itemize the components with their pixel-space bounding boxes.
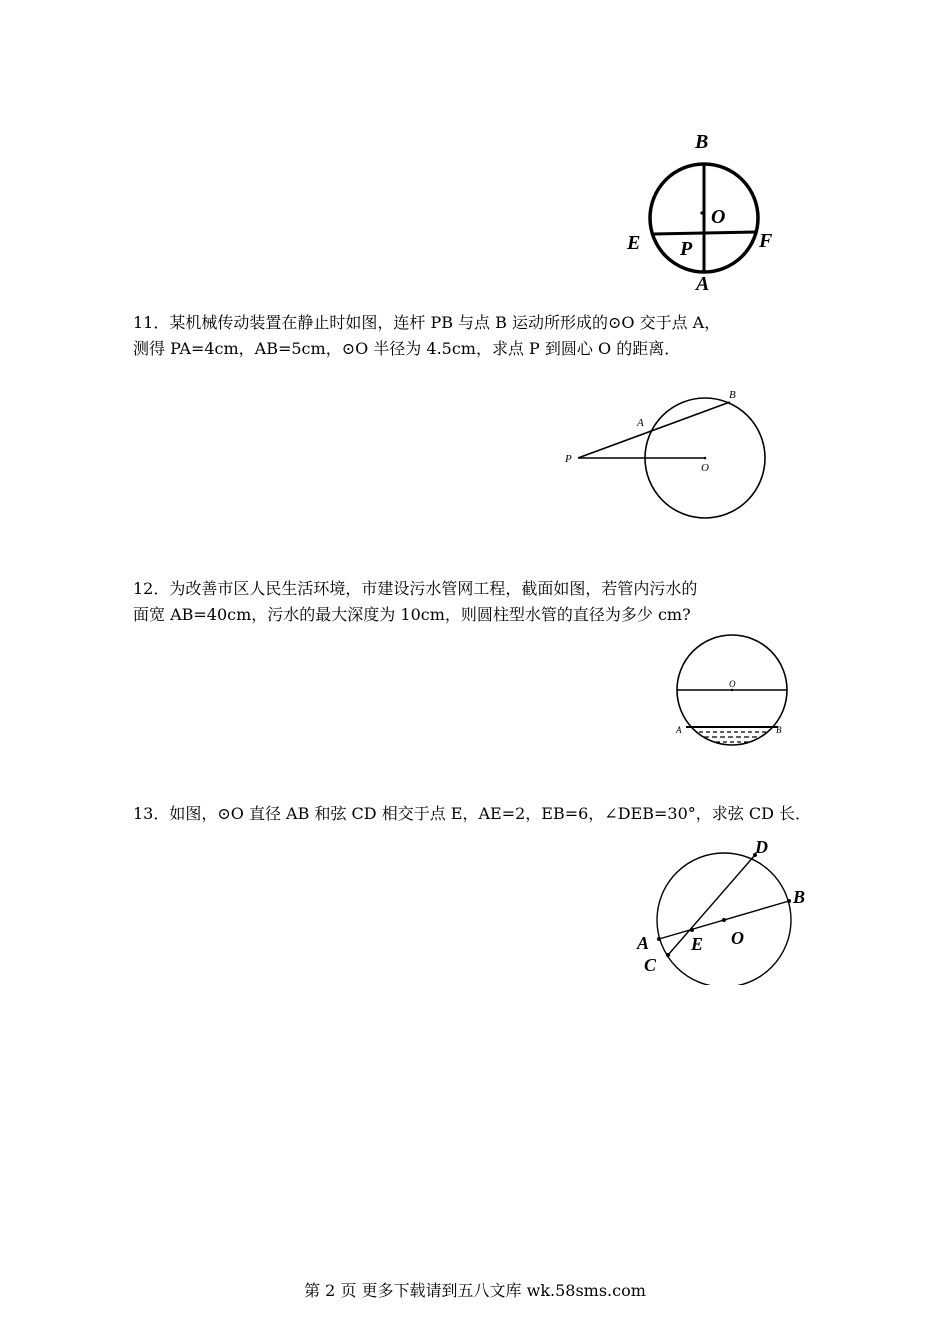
question-13 xyxy=(133,801,811,827)
q13-line-1: 13．如图，⊙O 直径 AB 和弦 CD 相交于点 E，AE=2，EB=6，∠DEB=30°，求弦 CD 长． xyxy=(133,804,811,823)
q12-label-b: B xyxy=(776,725,782,735)
q11-label-b: B xyxy=(729,389,736,401)
q12-label-a: A xyxy=(676,725,682,735)
q13-point-c xyxy=(666,953,670,957)
q10-label-o: O xyxy=(711,206,726,228)
q13-label-o: O xyxy=(731,928,744,948)
q11-line-pb xyxy=(578,402,730,458)
q10-label-b: B xyxy=(695,131,709,153)
q13-label-d: D xyxy=(755,837,768,857)
q11-center-dot xyxy=(704,457,707,460)
q12-line-1: 12．为改善市区人民生活环境，市建设污水管网工程，截面如图，若管内污水的 xyxy=(133,579,698,598)
q10-label-a: A xyxy=(696,273,710,295)
q11-line-2: 测得 PA=4cm，AB=5cm，⊙O 半径为 4.5cm，求点 P 到圆心 O 的距离． xyxy=(133,339,681,358)
q11-label-o: O xyxy=(701,462,709,474)
q13-label-a: A xyxy=(637,933,650,953)
q10-center-dot xyxy=(700,211,703,214)
figure-q13 xyxy=(630,835,820,985)
q10-label-p: P xyxy=(680,238,693,260)
q10-chord-ef xyxy=(653,232,756,234)
figure-q11 xyxy=(560,380,780,530)
figure-q10 xyxy=(610,120,790,300)
q12-line-2: 面宽 AB=40cm，污水的最大深度为 10cm，则圆柱型水管的直径为多少 cm? xyxy=(133,605,691,624)
q13-label-b: B xyxy=(793,887,806,907)
q10-label-e: E xyxy=(627,232,641,254)
q13-point-a xyxy=(657,937,661,941)
q11-label-a: A xyxy=(637,417,644,429)
q12-water-hatching xyxy=(692,732,772,742)
q13-point-b xyxy=(787,899,791,903)
question-12 xyxy=(133,576,697,628)
q11-line-1: 11．某机械传动装置在静止时如图，连杆 PB 与点 B 运动所形成的⊙O 交于点 A， xyxy=(133,313,721,332)
q11-label-p: P xyxy=(565,453,572,465)
q13-label-c: C xyxy=(644,955,657,975)
q12-center-dot xyxy=(731,689,733,691)
q13-point-e xyxy=(690,928,694,932)
page-footer: 第 2 页 更多下载请到五八文库 wk.58sms.com xyxy=(304,1281,646,1300)
q13-point-o xyxy=(722,918,726,922)
q10-label-f: F xyxy=(759,230,773,252)
question-11 xyxy=(133,310,720,362)
q13-label-e: E xyxy=(691,934,704,954)
q12-label-o: O xyxy=(729,679,736,689)
figure-q12 xyxy=(668,630,798,755)
